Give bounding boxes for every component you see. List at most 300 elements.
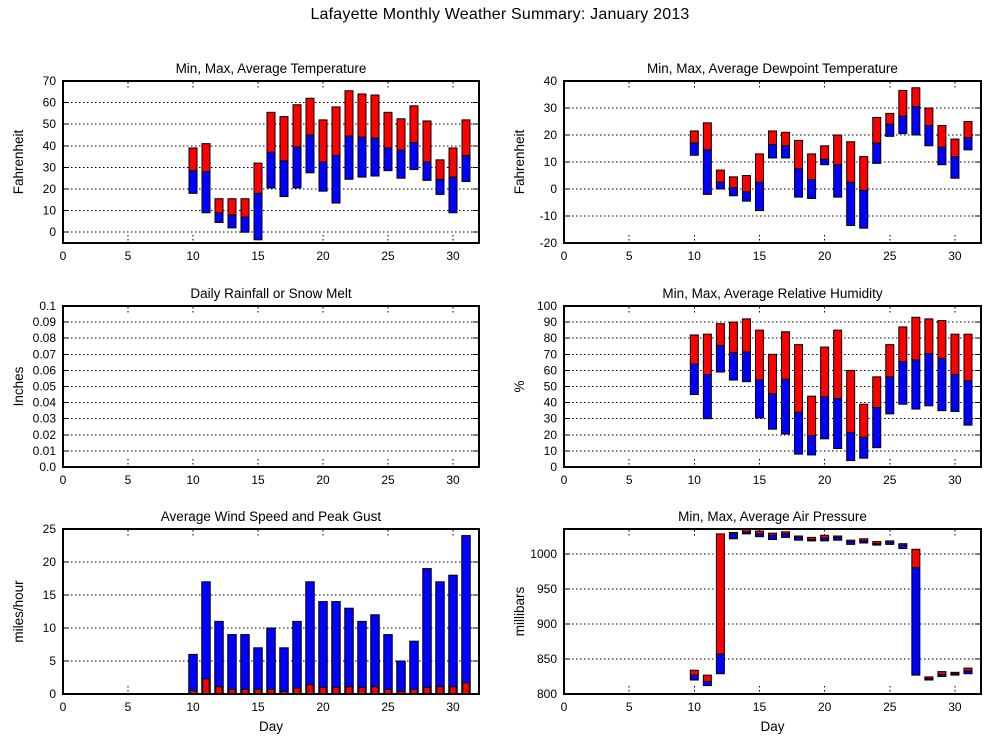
bar-avg-to-max [358, 94, 366, 137]
y-tick-label: 20 [42, 182, 56, 196]
bar-min-to-avg [449, 177, 457, 213]
bar-avg-to-max [873, 542, 881, 544]
bar-avg-to-max [912, 317, 920, 360]
bar-avg-to-max [847, 540, 855, 541]
bar-min-to-avg [769, 535, 777, 539]
bar-avg-to-max [703, 675, 711, 681]
y-tick-label: 0 [550, 460, 557, 474]
bar-avg-to-max [703, 334, 711, 374]
bar-min-to-avg [755, 380, 763, 418]
x-tick-label: 10 [687, 249, 701, 263]
x-tick-label: 30 [446, 700, 460, 714]
bar-min-to-avg [860, 437, 868, 458]
bar-avg-to-max [899, 327, 907, 362]
bar-min-to-avg [886, 124, 894, 136]
y-tick-label: 25 [42, 522, 56, 536]
chart-title: Average Wind Speed and Peak Gust [160, 509, 382, 524]
bar-avg-to-max [755, 154, 763, 182]
bar-avg-to-max [834, 135, 842, 165]
bar-average-wind [216, 687, 223, 694]
x-tick-label: 25 [381, 473, 395, 487]
y-tick-label: -20 [539, 236, 557, 250]
x-tick-label: 25 [883, 700, 897, 714]
bar-avg-to-max [834, 536, 842, 537]
x-tick-label: 10 [687, 473, 701, 487]
bar-avg-to-max [782, 132, 790, 146]
y-tick-label: 0.02 [32, 427, 56, 442]
bar-avg-to-max [241, 199, 249, 217]
bar-min-to-avg [384, 148, 392, 171]
bar-min-to-avg [358, 137, 366, 177]
x-tick-label: 20 [817, 249, 832, 263]
bar-avg-to-max [886, 345, 894, 377]
bar-min-to-avg [964, 138, 972, 150]
y-tick-label: 0.05 [32, 379, 56, 394]
y-tick-label: 0 [550, 182, 557, 196]
y-tick-label: 20 [543, 427, 557, 442]
bar-avg-to-max [821, 347, 829, 397]
x-tick-label: 15 [251, 700, 265, 714]
x-tick-label: 10 [186, 249, 200, 263]
bar-avg-to-max [716, 170, 724, 182]
bar-avg-to-max [873, 117, 881, 143]
x-tick-label: 15 [251, 473, 265, 487]
y-tick-label: 0.08 [32, 331, 56, 346]
bar-avg-to-max [860, 157, 868, 191]
bar-peak-gust [436, 582, 445, 694]
bar-min-to-avg [716, 654, 724, 674]
bar-avg-to-max [769, 533, 777, 535]
y-axis-label: % [512, 380, 527, 393]
x-tick-label: 25 [381, 249, 395, 263]
bar-min-to-avg [716, 345, 724, 372]
bar-avg-to-max [964, 334, 972, 381]
bar-average-wind [320, 687, 327, 694]
bar-min-to-avg [189, 171, 197, 194]
bar-min-to-avg [795, 169, 803, 197]
bar-min-to-avg [847, 182, 855, 225]
y-tick-label: 10 [543, 443, 557, 458]
bar-avg-to-max [690, 670, 698, 675]
bar-avg-to-max [769, 354, 777, 393]
bar-peak-gust [319, 602, 328, 694]
y-tick-label: 0.1 [39, 299, 56, 313]
y-tick-label: 850 [536, 652, 557, 667]
y-tick-label: -10 [539, 209, 557, 223]
bar-peak-gust [267, 628, 276, 694]
bar-min-to-avg [769, 144, 777, 158]
bar-avg-to-max [899, 544, 907, 545]
bar-peak-gust [397, 661, 406, 694]
x-tick-label: 30 [446, 249, 460, 263]
bar-min-to-avg [808, 436, 816, 455]
bar-average-wind [437, 687, 444, 694]
chart-title: Min, Max, Average Temperature [175, 61, 367, 76]
bar-avg-to-max [345, 91, 353, 136]
y-axis-label: Fahrenheit [11, 129, 26, 195]
bar-avg-to-max [449, 148, 457, 177]
y-tick-label: 5 [49, 654, 56, 668]
bar-peak-gust [332, 602, 341, 694]
bar-min-to-avg [228, 215, 236, 228]
y-tick-label: 60 [543, 363, 557, 378]
y-tick-label: 1000 [530, 547, 557, 562]
bar-avg-to-max [215, 199, 223, 213]
y-tick-label: 40 [543, 395, 557, 410]
bar-min-to-avg [293, 147, 301, 188]
y-tick-label: 0 [49, 687, 56, 701]
y-tick-label: 80 [543, 331, 557, 346]
bar-avg-to-max [397, 119, 405, 150]
bar-peak-gust [345, 608, 354, 694]
bar-peak-gust [306, 582, 315, 694]
x-tick-label: 0 [59, 249, 67, 263]
bar-min-to-avg [703, 374, 711, 418]
bars [690, 529, 972, 686]
bar-peak-gust [254, 648, 263, 694]
y-tick-label: 0.07 [32, 347, 56, 362]
figure-title: Lafayette Monthly Weather Summary: January 2013 [310, 6, 690, 23]
bar-avg-to-max [795, 536, 803, 537]
bar-avg-to-max [951, 139, 959, 157]
bar-avg-to-max [436, 160, 444, 179]
chart-title: Min, Max, Average Relative Humidity [662, 286, 883, 301]
x-tick-label: 0 [560, 249, 568, 263]
y-tick-label: 40 [543, 74, 557, 88]
bar-min-to-avg [886, 377, 894, 414]
bar-min-to-avg [423, 162, 431, 180]
bar-min-to-avg [782, 534, 790, 537]
x-tick-label: 10 [186, 473, 200, 487]
bar-min-to-avg [873, 407, 881, 447]
x-tick-label: 5 [124, 473, 132, 487]
bar-avg-to-max [293, 105, 301, 147]
bar-avg-to-max [332, 107, 340, 156]
x-tick-label: 30 [948, 700, 962, 714]
x-tick-label: 30 [446, 473, 460, 487]
bar-min-to-avg [254, 193, 262, 239]
x-tick-label: 20 [316, 700, 330, 714]
bars [189, 536, 471, 694]
bar-avg-to-max [755, 330, 763, 380]
y-tick-label: 0 [49, 225, 56, 240]
bar-avg-to-max [742, 319, 750, 352]
bar-min-to-avg [925, 126, 933, 146]
bar-avg-to-max [769, 131, 777, 145]
x-tick-label: 0 [59, 473, 67, 487]
bar-average-wind [333, 687, 340, 694]
y-tick-label: 800 [536, 687, 557, 701]
y-tick-label: 0.09 [32, 315, 56, 330]
y-tick-label: 30 [543, 411, 557, 426]
x-tick-label: 25 [883, 473, 897, 487]
y-tick-label: 30 [42, 160, 56, 175]
bar-peak-gust [202, 582, 211, 694]
bar-avg-to-max [886, 113, 894, 124]
bar-min-to-avg [860, 190, 868, 228]
bars [690, 88, 972, 228]
bar-avg-to-max [189, 148, 197, 171]
bar-avg-to-max [782, 332, 790, 379]
bar-avg-to-max [834, 330, 842, 398]
x-tick-label: 25 [883, 249, 897, 263]
bar-min-to-avg [795, 412, 803, 454]
bar-avg-to-max [729, 177, 737, 188]
chart-humidity [512, 286, 981, 487]
x-tick-label: 30 [948, 473, 962, 487]
bar-min-to-avg [332, 156, 340, 204]
y-tick-label: 950 [536, 582, 557, 597]
bar-avg-to-max [371, 95, 379, 138]
y-tick-label: 70 [42, 74, 56, 88]
bar-average-wind [307, 685, 314, 694]
bar-avg-to-max [755, 531, 763, 534]
bar-avg-to-max [716, 534, 724, 654]
bar-avg-to-max [729, 532, 737, 533]
x-tick-label: 20 [817, 473, 832, 487]
y-tick-label: 0.01 [32, 443, 56, 458]
bars [189, 91, 470, 240]
bar-min-to-avg [782, 146, 790, 158]
x-tick-label: 0 [59, 700, 67, 714]
x-tick-label: 0 [560, 700, 568, 714]
bar-peak-gust [293, 621, 302, 694]
y-tick-label: 60 [42, 95, 56, 110]
bar-avg-to-max [267, 112, 275, 152]
bar-min-to-avg [690, 364, 698, 395]
bar-min-to-avg [964, 381, 972, 425]
bar-avg-to-max [795, 140, 803, 168]
x-axis-label: Day [760, 719, 785, 734]
bar-average-wind [450, 687, 457, 694]
bar-min-to-avg [690, 675, 698, 680]
bar-min-to-avg [834, 399, 842, 449]
bar-avg-to-max [938, 672, 946, 675]
bar-min-to-avg [808, 180, 816, 199]
bar-avg-to-max [964, 122, 972, 138]
x-tick-label: 30 [948, 249, 962, 263]
bar-peak-gust [462, 536, 471, 694]
bar-min-to-avg [899, 362, 907, 405]
bar-min-to-avg [755, 182, 763, 210]
bar-avg-to-max [951, 334, 959, 374]
x-tick-label: 20 [316, 249, 330, 263]
x-tick-label: 10 [687, 700, 701, 714]
bar-min-to-avg [742, 352, 750, 382]
bar-avg-to-max [795, 345, 803, 413]
bar-avg-to-max [423, 121, 431, 162]
y-axis-label: millibars [512, 586, 527, 637]
x-tick-label: 5 [625, 249, 633, 263]
bar-min-to-avg [938, 358, 946, 410]
bar-min-to-avg [912, 567, 920, 675]
x-tick-label: 15 [752, 473, 767, 487]
bar-avg-to-max [280, 117, 288, 161]
chart-pressure [512, 509, 981, 734]
bar-min-to-avg [215, 213, 223, 223]
bar-avg-to-max [873, 377, 881, 408]
bar-avg-to-max [384, 112, 392, 148]
bar-min-to-avg [769, 394, 777, 429]
bar-avg-to-max [886, 541, 894, 542]
y-tick-label: 30 [543, 101, 557, 115]
y-tick-label: 20 [543, 128, 557, 142]
bar-min-to-avg [951, 374, 959, 411]
y-axis-label: Inches [11, 366, 26, 407]
bar-min-to-avg [821, 397, 829, 439]
bar-peak-gust [449, 575, 458, 694]
bar-avg-to-max [690, 131, 698, 143]
bar-avg-to-max [742, 176, 750, 192]
bar-min-to-avg [436, 179, 444, 194]
bar-min-to-avg [938, 147, 946, 165]
bar-avg-to-max [860, 539, 868, 541]
x-tick-label: 15 [752, 700, 767, 714]
bar-peak-gust [189, 654, 198, 694]
bar-avg-to-max [925, 319, 933, 354]
bar-min-to-avg [306, 135, 314, 173]
y-tick-label: 10 [543, 155, 557, 169]
bar-avg-to-max [782, 532, 790, 534]
bar-min-to-avg [951, 157, 959, 179]
y-tick-label: 0.04 [32, 395, 56, 410]
bar-average-wind [346, 687, 353, 694]
bar-min-to-avg [742, 192, 750, 201]
y-tick-label: 10 [42, 203, 56, 218]
bar-min-to-avg [899, 545, 907, 548]
bar-min-to-avg [729, 188, 737, 196]
bar-average-wind [372, 687, 379, 694]
bar-min-to-avg [703, 681, 711, 685]
bar-min-to-avg [847, 432, 855, 460]
bar-peak-gust [423, 569, 432, 694]
x-tick-label: 20 [817, 700, 832, 714]
bar-avg-to-max [319, 120, 327, 162]
y-tick-label: 50 [543, 379, 557, 394]
y-tick-label: 900 [536, 617, 557, 632]
bar-min-to-avg [345, 136, 353, 179]
bar-average-wind [359, 687, 366, 694]
bar-avg-to-max [228, 199, 236, 215]
bar-peak-gust [384, 635, 393, 694]
bar-peak-gust [358, 621, 367, 694]
chart-dewpoint [512, 61, 981, 263]
bar-min-to-avg [462, 156, 470, 182]
y-tick-label: 0.03 [32, 411, 56, 426]
bar-avg-to-max [254, 163, 262, 193]
bar-avg-to-max [964, 668, 972, 671]
bar-min-to-avg [912, 107, 920, 135]
bar-peak-gust [241, 635, 250, 694]
bar-min-to-avg [410, 143, 418, 170]
bar-avg-to-max [729, 322, 737, 353]
chart-title: Min, Max, Average Dewpoint Temperature [647, 61, 898, 76]
bar-min-to-avg [371, 138, 379, 176]
bar-min-to-avg [397, 150, 405, 178]
bars [690, 317, 972, 460]
bar-avg-to-max [808, 537, 816, 539]
bar-min-to-avg [716, 182, 724, 189]
bar-avg-to-max [202, 144, 210, 172]
bar-average-wind [424, 687, 431, 694]
bar-min-to-avg [690, 143, 698, 155]
x-tick-label: 5 [625, 700, 633, 714]
bar-avg-to-max [306, 98, 314, 135]
bar-avg-to-max [912, 549, 920, 567]
bar-peak-gust [371, 615, 380, 694]
x-tick-label: 20 [316, 473, 330, 487]
bar-average-wind [294, 688, 301, 694]
y-tick-label: 20 [42, 555, 56, 569]
y-tick-label: 40 [42, 138, 56, 153]
bar-min-to-avg [202, 172, 210, 213]
bar-avg-to-max [410, 106, 418, 143]
bar-avg-to-max [925, 677, 933, 679]
bar-peak-gust [280, 648, 289, 694]
x-tick-label: 5 [625, 473, 633, 487]
bar-min-to-avg [821, 159, 829, 164]
x-tick-label: 0 [560, 473, 568, 487]
bar-min-to-avg [925, 353, 933, 405]
y-tick-label: 10 [42, 621, 56, 635]
bar-min-to-avg [703, 150, 711, 195]
bar-avg-to-max [821, 535, 829, 538]
x-tick-label: 5 [124, 249, 132, 263]
x-tick-label: 15 [251, 249, 265, 263]
y-tick-label: 70 [543, 347, 557, 362]
bar-avg-to-max [821, 146, 829, 160]
y-tick-label: 0.06 [32, 363, 56, 378]
bar-peak-gust [410, 641, 419, 694]
bar-min-to-avg [834, 165, 842, 197]
bar-peak-gust [228, 635, 237, 694]
y-tick-label: 15 [42, 588, 56, 602]
y-tick-label: 100 [536, 299, 557, 313]
y-tick-label: 0.0 [39, 460, 56, 474]
bar-average-wind [463, 683, 470, 694]
bar-average-wind [203, 679, 210, 694]
x-tick-label: 5 [124, 700, 132, 714]
bar-avg-to-max [716, 324, 724, 346]
chart-title: Daily Rainfall or Snow Melt [190, 286, 352, 301]
bar-min-to-avg [729, 353, 737, 380]
bar-avg-to-max [938, 320, 946, 358]
bar-avg-to-max [925, 108, 933, 126]
bar-avg-to-max [703, 123, 711, 150]
bar-avg-to-max [808, 154, 816, 180]
y-axis-label: Fahrenheit [512, 129, 527, 195]
x-axis-label: Day [258, 719, 284, 734]
bar-avg-to-max [899, 90, 907, 116]
chart-wind [11, 509, 479, 734]
bar-min-to-avg [319, 162, 327, 191]
chart-title: Min, Max, Average Air Pressure [678, 509, 867, 524]
x-tick-label: 10 [186, 700, 200, 714]
bar-avg-to-max [847, 142, 855, 183]
bar-avg-to-max [860, 404, 868, 437]
y-tick-label: 50 [42, 117, 56, 132]
chart-rainfall [11, 286, 479, 487]
x-tick-label: 15 [752, 249, 767, 263]
y-tick-label: 90 [543, 315, 557, 330]
chart-temperature [11, 61, 479, 263]
bar-min-to-avg [912, 360, 920, 409]
bar-min-to-avg [267, 152, 275, 188]
bar-min-to-avg [280, 161, 288, 197]
bar-avg-to-max [690, 335, 698, 364]
bar-avg-to-max [462, 120, 470, 156]
bar-avg-to-max [808, 396, 816, 435]
